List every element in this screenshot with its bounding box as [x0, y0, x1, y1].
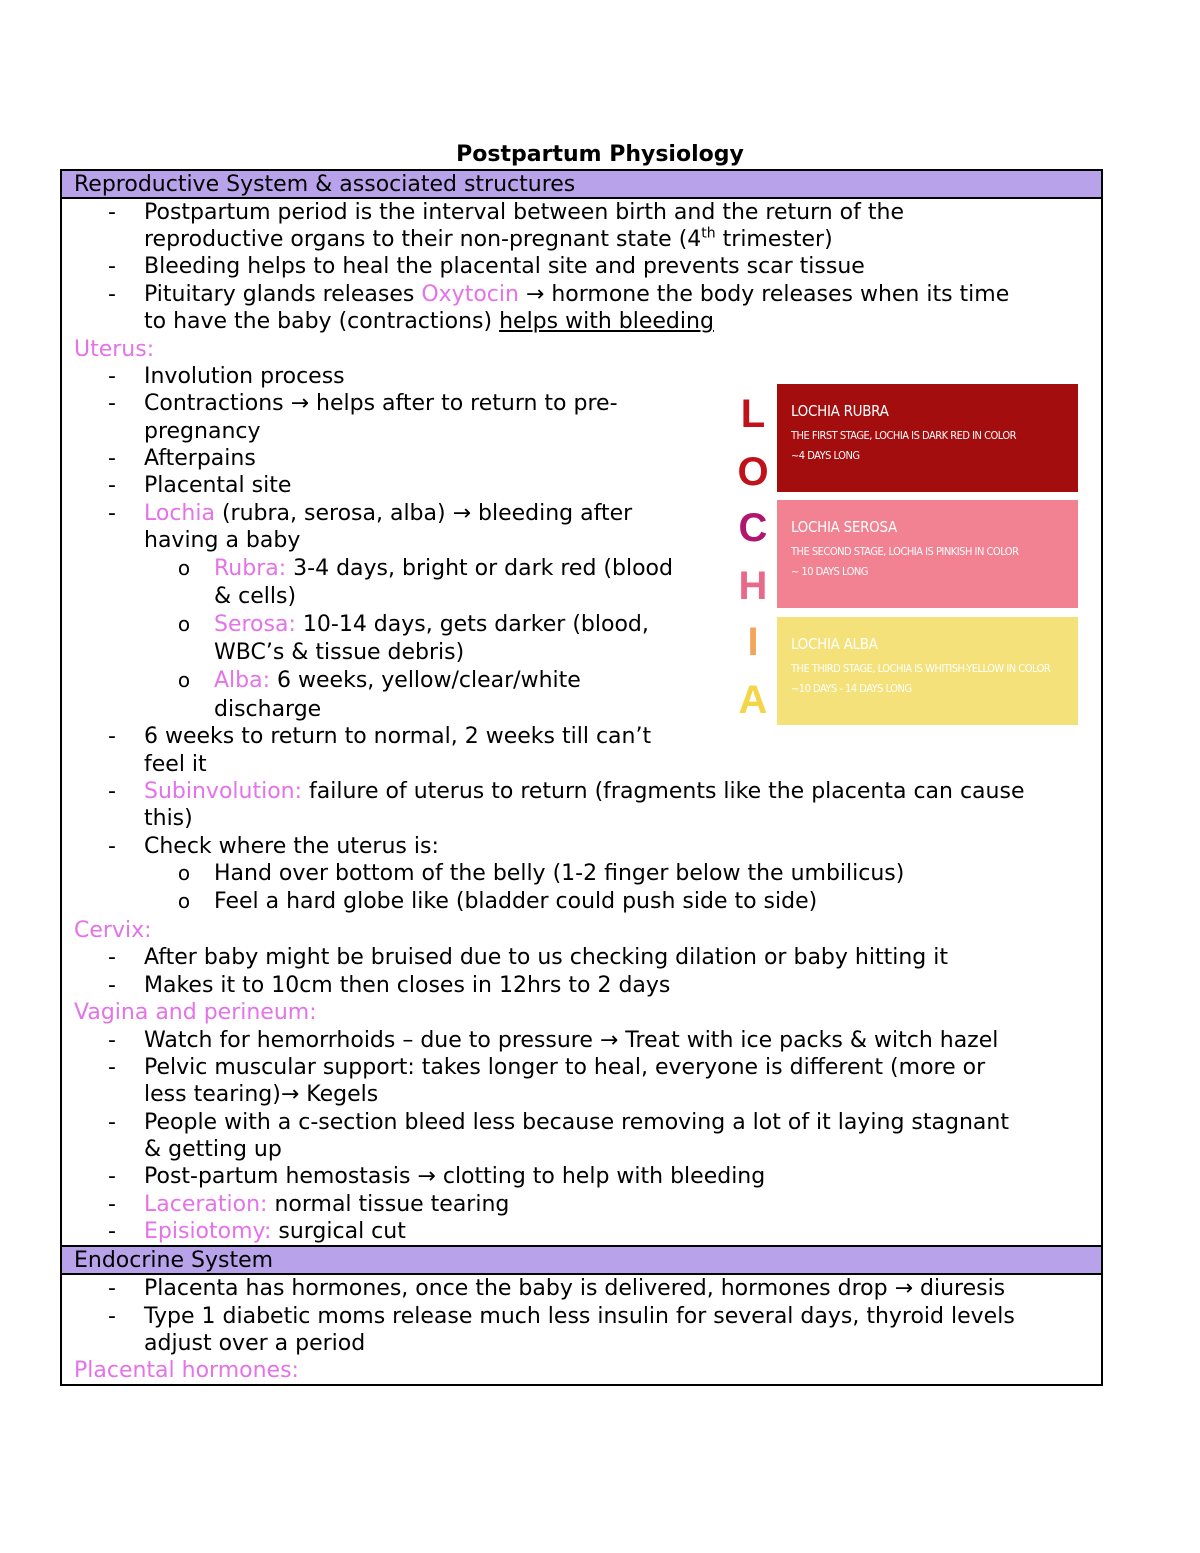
sub-list-item-continuation: discharge: [214, 697, 322, 722]
uterus-heading: Uterus:: [74, 337, 155, 362]
section-header-reproductive: Reproductive System & associated structures: [62, 171, 1101, 199]
list-item-continuation: pregnancy: [144, 419, 261, 444]
lochia-serosa-title: LOCHIA SEROSA: [791, 518, 897, 536]
lochia-letter-h: H: [738, 564, 768, 608]
lochia-rubra-title: LOCHIA RUBRA: [791, 402, 889, 420]
lochia-rubra-desc: THE FIRST STAGE, LOCHIA IS DARK RED IN COLOR: [791, 429, 1017, 442]
lochia-letter-i: I: [747, 620, 759, 664]
lochia-infographic: [735, 384, 1080, 727]
vagina-perineum-heading: Vagina and perineum:: [74, 1000, 317, 1025]
section-header-endocrine: Endocrine System: [62, 1247, 1101, 1275]
placental-hormones-heading: Placental hormones:: [74, 1358, 299, 1383]
lochia-rubra-card: [777, 384, 1078, 492]
lochia-alba-card: [777, 617, 1078, 725]
list-item-continuation: this): [144, 806, 193, 831]
lochia-serosa-desc: THE SECOND STAGE, LOCHIA IS PINKISH IN COLOR: [791, 545, 1019, 558]
section-body-endocrine: - Placenta has hormones, once the baby is delivered, hormones drop → diuresis - Type 1 diabetic moms release much less insulin for several days, thyroid levels adjust over a period Placental hormones:: [74, 1276, 1015, 1383]
list-item-continuation: feel it: [144, 752, 207, 777]
section-body-reproductive: - Postpartum period is the interval between birth and the return of the reproductive organs to their non-pregnant state (4th trimester) - Bleeding helps to heal the placental site and prevents scar tissue - Pituitary glands releases Oxytocin → hormone the body releases when its time to have the baby (contractions) helps with bleeding Uterus: - Involution process - Contractions → helps after to return to pre- pregnancy - Afterpains - Placental site - Lochia (rubra, serosa, alba) → bleeding after having a baby o Rubra: 3-4 days, bright or dark red (blood & cells) o Serosa: 10-14 days, gets darker (blood, WBC’s & tissue debris) o Alba: 6 weeks, yellow/clear/white discharge - 6 weeks to return to normal, 2 weeks till can’t feel it - Subinvolution: failure of uterus to return (fragments like the placenta can cause this) - Check where the uterus is: o Hand over bottom of the belly (1-2 finger below the umbilicus) o Feel a hard globe like (bladder could push side to side) Cervix: - After baby might be bruised due to us checking dilation or baby hitting it - Makes it to 10cm then closes in 12hrs to 2 days Vagina and perineum: - Watch for hemorrhoids – due to pressure → Treat with ice packs & witch hazel - Pelvic muscular support: takes longer to heal, everyone is different (more or less tearing)→ Kegels - People with a c-section bleed less because removing a lot of it laying stagnant & getting up - Post-partum hemostasis → clotting to help with bleeding - Laceration: normal tissue tearing - Episiotomy: surgical cut: [62, 199, 1101, 1247]
sub-list-item-continuation: WBC’s & tissue debris): [214, 640, 465, 665]
list-item-continuation: adjust over a period: [144, 1331, 366, 1356]
lochia-alba-title: LOCHIA ALBA: [791, 635, 878, 653]
list-item-continuation: to have the baby (contractions) helps with bleeding: [144, 309, 714, 334]
list-item-continuation: & getting up: [144, 1137, 282, 1162]
lochia-serosa-card: [777, 500, 1078, 608]
list-item-continuation: less tearing)→ Kegels: [144, 1082, 379, 1107]
lochia-letter-c: C: [738, 506, 768, 550]
document-title: Postpartum Physiology: [456, 142, 744, 167]
cervix-heading: Cervix:: [74, 918, 152, 943]
notes-table: [60, 169, 1103, 1386]
list-item-continuation: having a baby: [144, 528, 301, 553]
lochia-rubra-duration: ~4 DAYS LONG: [791, 449, 860, 462]
lochia-alba-duration: ~10 DAYS - 14 DAYS LONG: [791, 682, 912, 695]
list-item-continuation: reproductive organs to their non-pregnant state (4th trimester): [144, 225, 833, 252]
lochia-alba-desc: THE THIRD STAGE, LOCHIA IS WHITISH-YELLOW IN COLOR: [791, 662, 1051, 675]
lochia-letter-o: O: [737, 450, 769, 494]
lochia-serosa-duration: ~ 10 DAYS LONG: [791, 565, 868, 578]
sub-list-item-continuation: & cells): [214, 584, 297, 609]
lochia-letter-a: A: [738, 678, 768, 722]
lochia-letter-l: L: [740, 392, 766, 436]
